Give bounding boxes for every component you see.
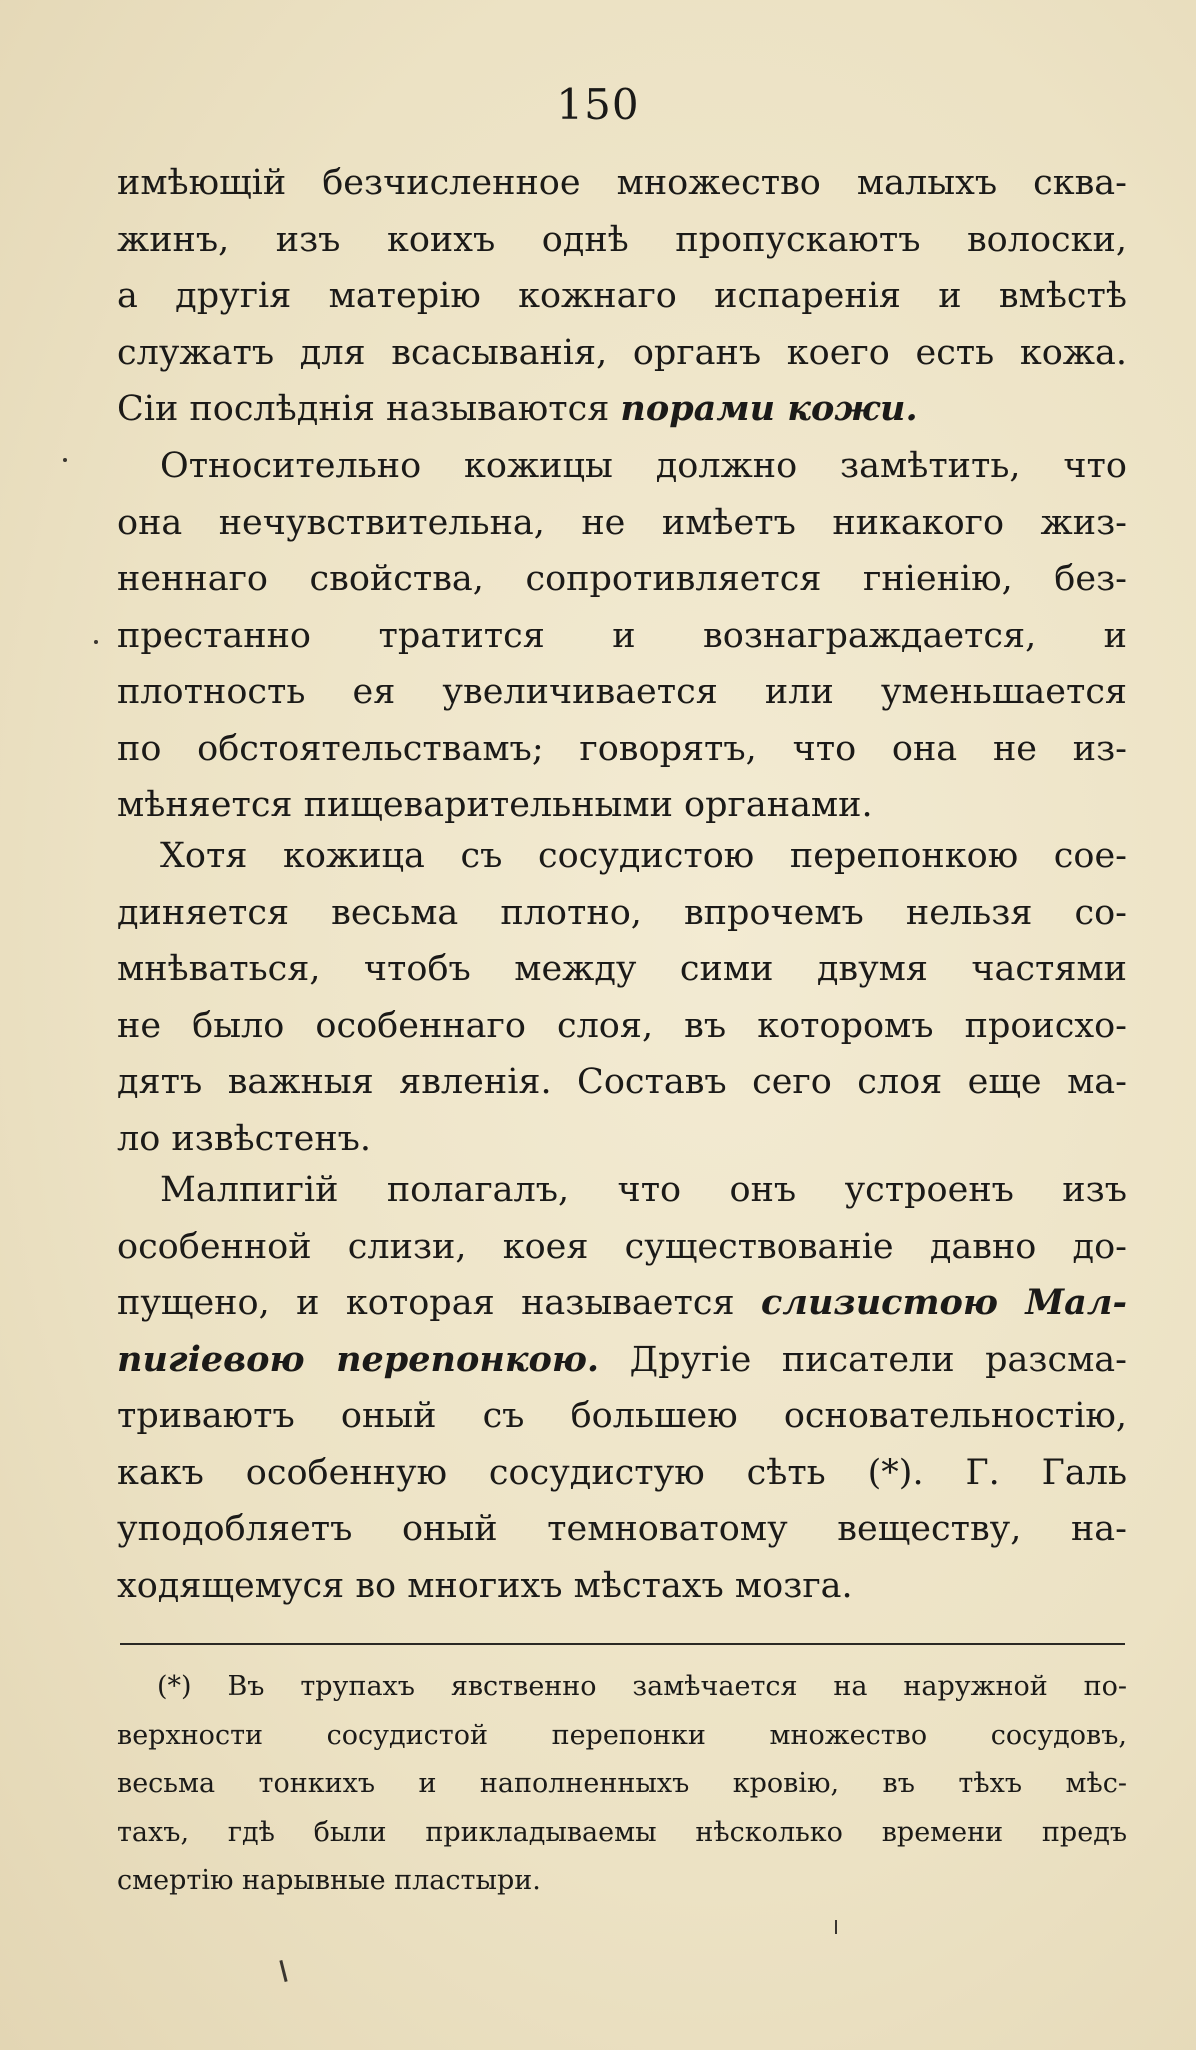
text-line: дятъ важныя явленія. Составъ сего слоя еще ма-	[117, 1062, 1127, 1102]
emphasis-term: пигіевою перепонкою.	[117, 1338, 600, 1380]
text-line: не было особеннаго слоя, въ которомъ происхо-	[117, 1005, 1127, 1046]
ink-speck	[63, 458, 67, 462]
text-line: диняется весьма плотно, впрочемъ нельзя со-	[117, 892, 1127, 933]
text-line: мѣняется пищеварительными органами.	[117, 785, 873, 825]
paragraph-3	[117, 828, 1127, 1167]
text-line: Хотя кожица съ сосудистою перепонкою сое-	[160, 836, 1127, 876]
text-span: Сіи послѣднія называются	[117, 389, 610, 429]
ink-speck	[94, 640, 98, 644]
footnote-divider	[120, 1643, 1125, 1645]
paragraph-2	[117, 438, 1127, 834]
text-line	[117, 381, 1127, 438]
footnote-line: тахъ, гдѣ были прикладываемы нѣсколько времени предъ	[117, 1816, 1127, 1848]
ink-speck	[835, 1920, 837, 1934]
text-line: плотность ея увеличивается или уменьшается	[117, 672, 1127, 712]
footnote	[117, 1663, 1127, 1906]
text-line: неннаго свойства, сопротивляется гніенію, без-	[117, 559, 1127, 599]
text-line: ло извѣстенъ.	[117, 1118, 372, 1159]
text-line: мнѣваться, чтобъ между сими двумя частями	[117, 949, 1127, 989]
ink-speck	[279, 1960, 287, 1982]
paragraph-1	[117, 155, 1127, 438]
text-line	[117, 1275, 1127, 1332]
text-line: служатъ для всасыванія, органъ коего есть кожа.	[117, 332, 1127, 373]
footnote-line: верхности сосудистой перепонки множество сосудовъ,	[117, 1719, 1127, 1751]
text-line: ходящемуся во многихъ мѣстахъ мозга.	[117, 1565, 853, 1606]
text-span: Другіе писатели разсма-	[629, 1339, 1127, 1380]
footnote-line: (*) Въ трупахъ явственно замѣчается на наружной по-	[157, 1671, 1127, 1702]
text-line: она нечувствительна, не имѣетъ никакого жиз-	[117, 502, 1127, 543]
text-line: уподобляетъ оный темноватому веществу, на-	[117, 1509, 1127, 1549]
paragraph-4	[117, 1162, 1127, 1614]
text-line: престанно тратится и вознаграждается, и	[117, 615, 1127, 656]
text-line	[117, 1332, 1127, 1389]
text-line: особенной слизи, коея существованіе давно до-	[117, 1226, 1127, 1267]
text-line: Малпигій полагалъ, что онъ устроенъ изъ	[160, 1170, 1127, 1210]
emphasis-term: слизистою Мал-	[761, 1282, 1127, 1323]
text-line: триваютъ оный съ большею основательностію,	[117, 1396, 1127, 1436]
text-line: имѣющій безчисленное множество малыхъ сква-	[117, 163, 1127, 203]
text-line: а другія матерію кожнаго испаренія и вмѣстѣ	[117, 276, 1127, 316]
page-number: 150	[556, 80, 640, 129]
emphasis-term: порами кожи.	[620, 388, 918, 429]
text-line: Относительно кожицы должно замѣтить, что	[160, 446, 1127, 486]
text-line: по обстоятельствамъ; говорятъ, что она не из-	[117, 728, 1127, 769]
footnote-line: смертію нарывные пластыри.	[117, 1865, 541, 1896]
text-line: жинъ, изъ коихъ однѣ пропускаютъ волоски,	[117, 219, 1127, 260]
text-line: какъ особенную сосудистую сѣть (*). Г. Галь	[117, 1452, 1127, 1493]
text-span: пущено, и которая называется	[117, 1283, 735, 1323]
footnote-line: весьма тонкихъ и наполненныхъ кровію, въ тѣхъ мѣс-	[117, 1768, 1127, 1799]
